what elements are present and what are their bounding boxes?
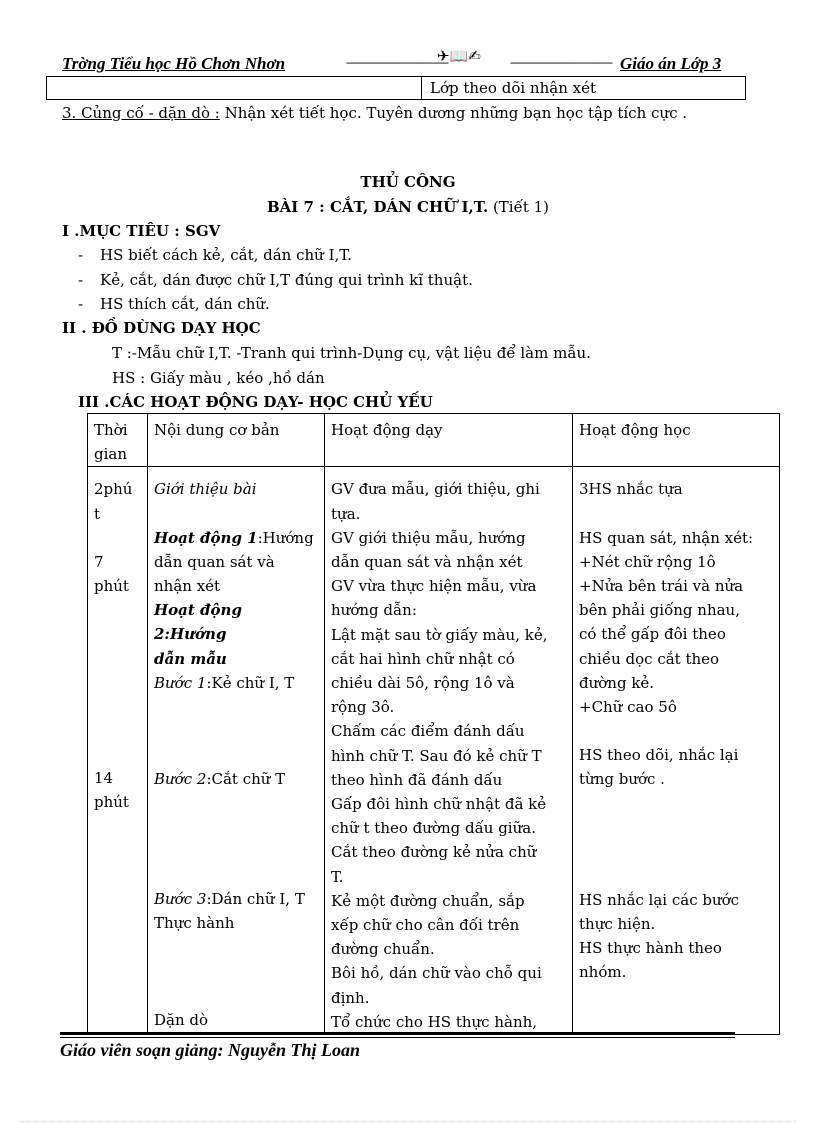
header-title-right: Giáo án Lớp 3 (620, 54, 722, 73)
section1-heading: I .MỤC TIÊU : SGV (62, 222, 221, 240)
section1-bullet: - Kẻ, cắt, dán được chữ I,T đúng qui trình kĩ thuật. (78, 271, 473, 289)
table-header-row (88, 414, 780, 467)
activity-table (87, 413, 780, 1035)
header-dashes-left: ---------------------------------- (346, 55, 448, 69)
lesson-title-line (0, 197, 816, 217)
subject-title: THỦ CÔNG (360, 173, 456, 191)
learn-column: 3HS nhắc tựa HS quan sát, nhận xét: +Nét chữ rộng 1ô +Nửa bên trái và nửa bên phải giống nhau, có thể gấp đôi theo chiều dọc cắt theo đường kẻ. +Chữ cao 5ô HS theo dõi, nhắc lại từng bước . HS nhắc lại các bước thực hiện. HS thực hành theo nhóm. (573, 467, 780, 1035)
section2-student: HS : Giấy màu , kéo ,hồ dán (112, 369, 325, 387)
content-b2: Bước 2:Cắt chữ T (154, 770, 286, 789)
content-hd1: Hoạt động 1:Hướng (154, 528, 314, 547)
previous-table-cell: Lớp theo dõi nhận xét (421, 77, 745, 99)
footer-teacher: Giáo viên soạn giảng: Nguyễn Thị Loan (60, 1040, 361, 1060)
content-column: Giới thiệu bài Hoạt động 1:Hướng dẫn quan sát và nhận xét Hoạt động 2:Hướng dẫn mẫu Bước 1:Kẻ chữ I, T Bước 2:Cắt chữ T Bước 3:Dán chữ I, T Thực hành Dặn dò (148, 467, 325, 1035)
section3-heading: III .CÁC HOẠT ĐỘNG DẠY- HỌC CHỦ YẾU (78, 393, 433, 411)
section1-bullet: - HS biết cách kẻ, cắt, dán chữ I,T. (78, 246, 352, 264)
lesson-title: BÀI 7 : CẮT, DÁN CHỮ I,T. (266, 198, 489, 216)
section2-teacher: T :-Mẫu chữ I,T. -Tranh qui trình-Dụng cụ, vật liệu để làm mẫu. (112, 344, 591, 362)
time-column: 2phú t 7 phút 14 phút (88, 467, 148, 1035)
header-school: Trờng Tiểu học Hồ Chơn Nhơn (62, 54, 286, 73)
section2-heading: II . ĐỒ DÙNG DẠY HỌC (62, 319, 261, 337)
header-logo-icon: ✈📖✍ (437, 47, 481, 65)
content-b3: Bước 3:Dán chữ I, T (154, 890, 305, 909)
section1-bullet: - HS thích cắt, dán chữ. (78, 295, 270, 313)
header-dashes-right: ---------------------------------- (510, 55, 612, 69)
header-time: Thời gian (88, 414, 148, 467)
previous-table-row (46, 76, 746, 100)
header-teach: Hoạt động dạy (325, 414, 573, 467)
lesson-period: (Tiết 1) (488, 198, 550, 216)
cung-co-text: Nhận xét tiết học. Tuyên dương những bạn học tập tích cực . (219, 104, 688, 122)
table-body-row (88, 467, 780, 1035)
content-thuchanh: Thực hành (154, 914, 235, 933)
header-content: Nội dung cơ bản (148, 414, 325, 467)
content-b1: Bước 1:Kẻ chữ I, T (154, 673, 295, 692)
header-learn: Hoạt động học (573, 414, 780, 467)
cung-co-line (62, 103, 687, 123)
teach-column: GV đưa mẫu, giới thiệu, ghi tựa. GV giới thiệu mẫu, hướng dẫn quan sát và nhận xét GV vừa thực hiện mẫu, vừa hướng dẫn: Lật mặt sau tờ giấy màu, kẻ, cắt hai hình chữ nhật có chiều dài 5ô, rộng 1ô và rộng 3ô. Chấm các điểm đánh dấu hình chữ T. Sau đó kẻ chữ T theo hình đã đánh dấu Gấp đôi hình chữ nhật đã kẻ chữ t theo đường dấu giữa. Cắt theo đường kẻ nửa chữ T. Kẻ một đường chuẩn, sắp xếp chữ cho cân đối trên đường chuẩn. Bôi hồ, dán chữ vào chỗ qui định. Tổ chức cho HS thực hành, (325, 467, 573, 1035)
content-intro: Giới thiệu bài (154, 480, 257, 499)
footer-rule-thick (60, 1032, 735, 1035)
content-hd2: Hoạt động 2:Hướng (154, 601, 242, 644)
footer-rule-thin (60, 1037, 735, 1038)
cung-co-label: 3. Củng cố - dặn dò : (62, 104, 220, 122)
page-bottom-dotted-rule (20, 1121, 796, 1122)
content-dando: Dặn dò (154, 1010, 209, 1029)
